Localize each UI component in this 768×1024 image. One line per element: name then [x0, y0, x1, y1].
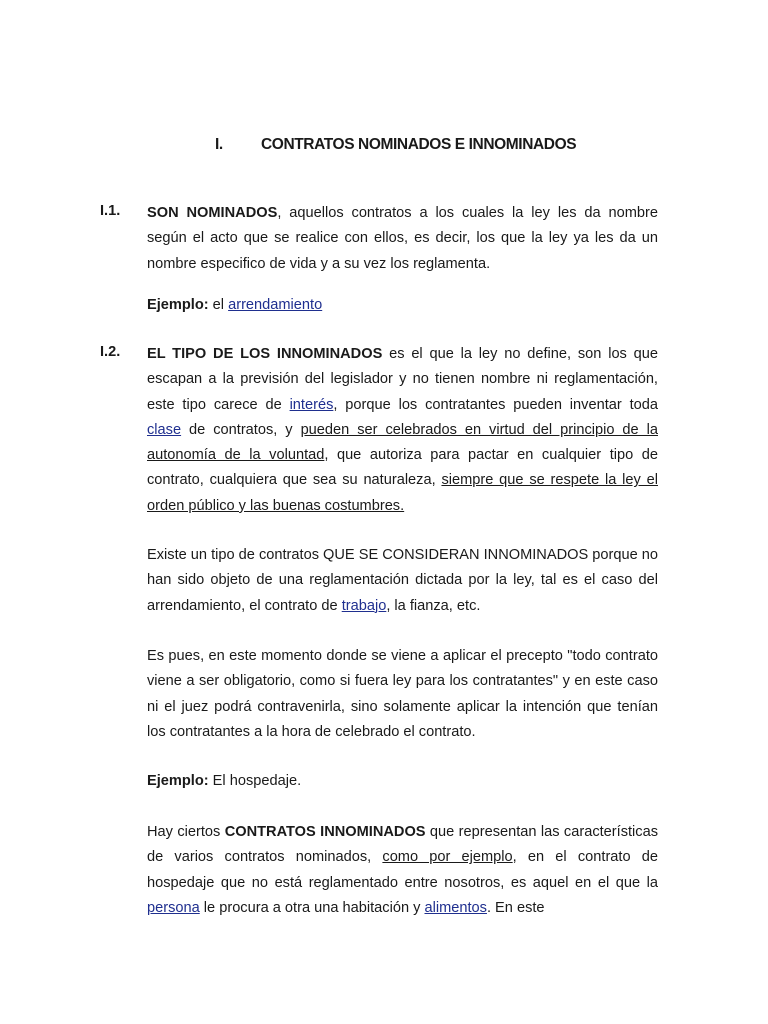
section-1-2-text-2: , porque los contratantes pueden inventar toda [333, 396, 658, 413]
paragraph-hospedaje-text-2: que representan las características de varios contratos nominados, [147, 824, 659, 866]
title-number: I. [215, 136, 223, 153]
underlined-como-por-ejemplo: como por ejemplo [382, 849, 513, 866]
example-1 [147, 293, 658, 318]
paragraph-existe-text-2: , la fianza, etc. [386, 597, 481, 614]
example-1-label: Ejemplo: [147, 297, 209, 313]
paragraph-existe-text-1: Existe un tipo de contratos QUE SE CONSIDERAN INNOMINADOS porque no han sido objeto de una reglamentación dictada por la ley, tal es el caso del arrendamiento, el contrato de [147, 547, 658, 614]
section-1-1-lead: SON NOMINADOS [147, 205, 278, 221]
example-2 [147, 769, 658, 794]
page-title [0, 136, 768, 160]
section-1-2-text-4: , que autoriza para pactar en cualquier tipo de contrato, cualquiera que sea su naturaleza, [147, 447, 658, 489]
underlined-autonomia: pueden ser celebrados en virtud del principio de la autonomía de la voluntad [147, 421, 658, 464]
paragraph-existe [147, 543, 658, 619]
link-alimentos[interactable]: alimentos [424, 899, 487, 916]
section-1-2-text-3: de contratos, y [181, 421, 301, 438]
paragraph-hospedaje-text-4: le procura a otra una habitación y [199, 899, 425, 916]
title-text: CONTRATOS NOMINADOS E INNOMINADOS [261, 136, 577, 153]
paragraph-hospedaje-text-1: Hay ciertos [147, 824, 225, 840]
link-arrendamiento[interactable]: arrendamiento [228, 297, 323, 313]
link-persona[interactable]: persona [147, 899, 200, 916]
link-interes[interactable]: interés [289, 396, 334, 413]
section-1-1-text: , aquellos contratos a los cuales la ley les da nombre según el acto que se realice con ellos, es decir, los que la ley ya les da un nombre especifico de vida y a su vez los reglamenta. [147, 205, 658, 272]
section-1-2-paragraph [147, 342, 658, 519]
example-2-label: Ejemplo: [147, 773, 209, 789]
link-clase[interactable]: clase [147, 421, 182, 438]
underlined-orden-publico: siempre que se respete la ley el orden público y las buenas costumbres. [147, 472, 658, 514]
bold-contratos-innominados: CONTRATOS INNOMINADOS [224, 824, 426, 840]
paragraph-precepto: Es pues, en este momento donde se viene a aplicar el precepto "todo contrato viene a ser obligatorio, como si fuera ley para los contratantes" y en este caso ni el juez podrá contravenirla, sino solamente aplicar la intención que tenían los contratantes a la hora de celebrado el contrato. [147, 648, 658, 740]
section-number-1-2: I.2. [100, 344, 121, 360]
paragraph-hospedaje-text-5: . En este [486, 899, 545, 916]
section-number-1-1: I.1. [100, 203, 121, 219]
example-2-text: El hospedaje. [208, 773, 302, 789]
paragraph-hospedaje-text-3: , en el contrato de hospedaje que no está reglamentado entre nosotros, es aquel en el que la [147, 849, 659, 891]
link-trabajo[interactable]: trabajo [341, 597, 387, 614]
section-1-2-lead: EL TIPO DE LOS INNOMINADOS [147, 346, 383, 362]
section-1-2-text-1: es el que la ley no define, son los que escapan a la previsión del legislador y no tienen nombre ni reglamentación, este tipo carece de [147, 346, 658, 413]
example-1-text: el [208, 297, 229, 313]
section-1-1-paragraph [147, 201, 658, 277]
paragraph-hospedaje [147, 820, 658, 921]
